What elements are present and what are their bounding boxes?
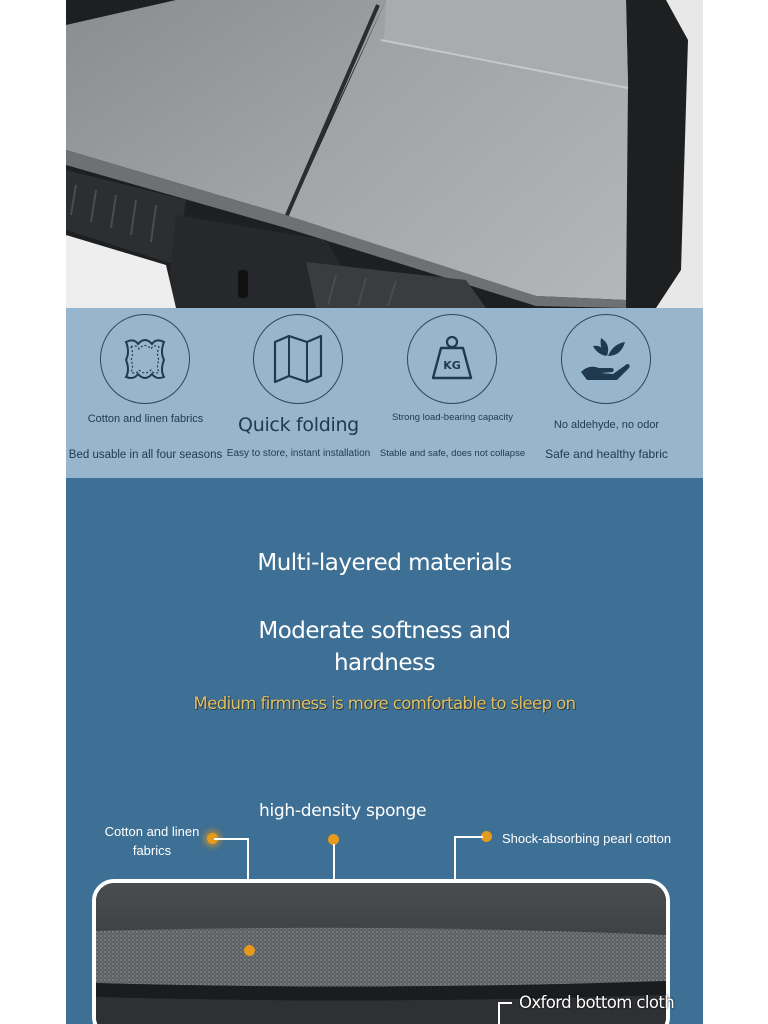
hero-trunk-mattress-photo: [66, 0, 703, 308]
feature-icon-circle: [407, 314, 497, 404]
label-sponge: high-density sponge: [259, 801, 427, 821]
leader-line: [214, 838, 248, 840]
leader-dot-fabric: [244, 945, 255, 956]
trunk-mattress-illustration: [66, 0, 703, 308]
leader-line: [455, 836, 483, 838]
feature-title: Cotton and linen fabrics: [87, 413, 204, 425]
feature-subtitle: Bed usable in all four seasons: [68, 449, 223, 461]
feature-load-bearing: [373, 308, 532, 478]
materials-section: [66, 478, 703, 1024]
materials-subheading-line1: Moderate softness and: [258, 618, 511, 644]
label-pearl-cotton: Shock-absorbing pearl cotton: [502, 831, 672, 846]
feature-subtitle: Safe and healthy fabric: [545, 447, 668, 461]
feature-icon-circle: [253, 314, 343, 404]
features-band: [66, 308, 703, 478]
feature-no-aldehyde: [527, 308, 686, 478]
feature-title: No aldehyde, no odor: [553, 419, 660, 431]
leader-line: [498, 1002, 512, 1004]
feature-title: Quick folding: [238, 414, 359, 436]
leaf-hand-icon: [577, 330, 635, 388]
materials-subheading-line2: hardness: [333, 650, 436, 676]
leader-line: [498, 1002, 500, 1024]
label-cotton-linen: [92, 822, 212, 860]
feature-fabric: [66, 308, 225, 478]
label-cotton-line1: Cotton and linen: [104, 824, 200, 839]
kg-weight-icon: [423, 330, 481, 388]
feature-subtitle: Easy to store, instant installation: [226, 448, 371, 459]
materials-tagline: Medium firmness is more comfortable to sleep on: [193, 694, 576, 713]
feature-subtitle: Stable and safe, does not collapse: [379, 448, 526, 459]
materials-heading: Multi-layered materials: [257, 550, 512, 576]
leather-icon: [116, 330, 174, 388]
feature-icon-circle: [561, 314, 651, 404]
svg-text:KG: KG: [443, 359, 461, 372]
feature-title: Strong load-bearing capacity: [392, 412, 513, 423]
feature-icon-circle: [100, 314, 190, 404]
label-oxford-bottom-cloth: Oxford bottom cloth: [519, 993, 675, 1012]
folded-map-icon: [269, 330, 327, 388]
product-page: [66, 0, 703, 1024]
feature-folding: [219, 308, 378, 478]
label-cotton-line2: fabrics: [132, 843, 172, 858]
